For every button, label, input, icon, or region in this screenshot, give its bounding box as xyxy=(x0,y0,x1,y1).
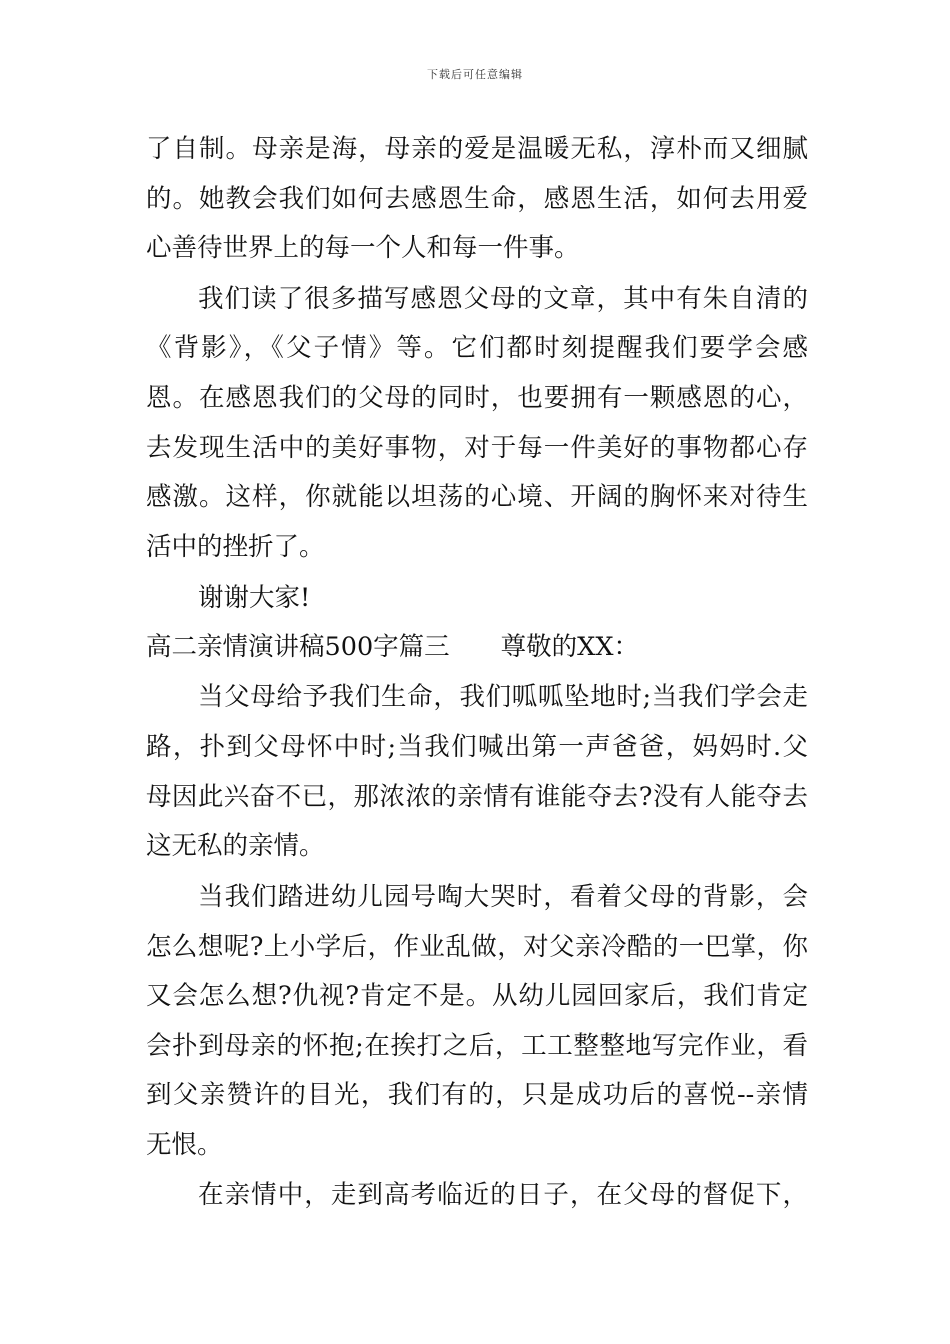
text-line: 《背影》，《父子情》等。它们都时刻提醒我们要学会感 xyxy=(146,333,808,363)
section-heading: 高二亲情演讲稿500字篇三 尊敬的XX： xyxy=(146,632,639,662)
text-line: 了自制。母亲是海，母亲的爱是温暖无私，淳朴而又细腻 xyxy=(146,134,808,164)
text-line: 路，扑到父母怀中时;当我们喊出第一声爸爸，妈妈时.父 xyxy=(146,732,808,762)
text-line: 去发现生活中的美好事物，对于每一件美好的事物都心存 xyxy=(146,433,808,463)
text-line: 母因此兴奋不已，那浓浓的亲情有谁能夺去?没有人能夺去 xyxy=(146,782,808,812)
text-line: 在亲情中，走到高考临近的日子，在父母的督促下， xyxy=(198,1180,808,1210)
text-line: 活中的挫折了。 xyxy=(146,532,325,562)
text-line: 会扑到母亲的怀抱;在挨打之后，工工整整地写完作业，看 xyxy=(146,1031,808,1061)
text-line: 当父母给予我们生命，我们呱呱坠地时;当我们学会走 xyxy=(198,682,808,712)
text-line: 无恨。 xyxy=(146,1130,223,1160)
page-header-note: 下载后可任意编辑 xyxy=(427,68,523,81)
text-line: 到父亲赞许的目光，我们有的，只是成功后的喜悦--亲情 xyxy=(146,1080,808,1110)
text-line: 这无私的亲情。 xyxy=(146,831,325,861)
text-line: 我们读了很多描写感恩父母的文章，其中有朱自清的 xyxy=(198,284,808,314)
text-line: 谢谢大家! xyxy=(198,583,311,613)
text-line: 怎么想呢?上小学后，作业乱做，对父亲冷酷的一巴掌，你 xyxy=(146,932,808,962)
text-line: 又会怎么想?仇视?肯定不是。从幼儿园回家后，我们肯定 xyxy=(146,981,808,1011)
text-line: 恩。在感恩我们的父母的同时，也要拥有一颗感恩的心， xyxy=(146,383,808,413)
text-line: 心善待世界上的每一个人和每一件事。 xyxy=(146,233,580,263)
text-line: 当我们踏进幼儿园号啕大哭时，看着父母的背影，会 xyxy=(198,882,808,912)
text-line: 的。她教会我们如何去感恩生命，感恩生活，如何去用爱 xyxy=(146,184,808,214)
text-line: 感激。这样，你就能以坦荡的心境、开阔的胸怀来对待生 xyxy=(146,482,808,512)
